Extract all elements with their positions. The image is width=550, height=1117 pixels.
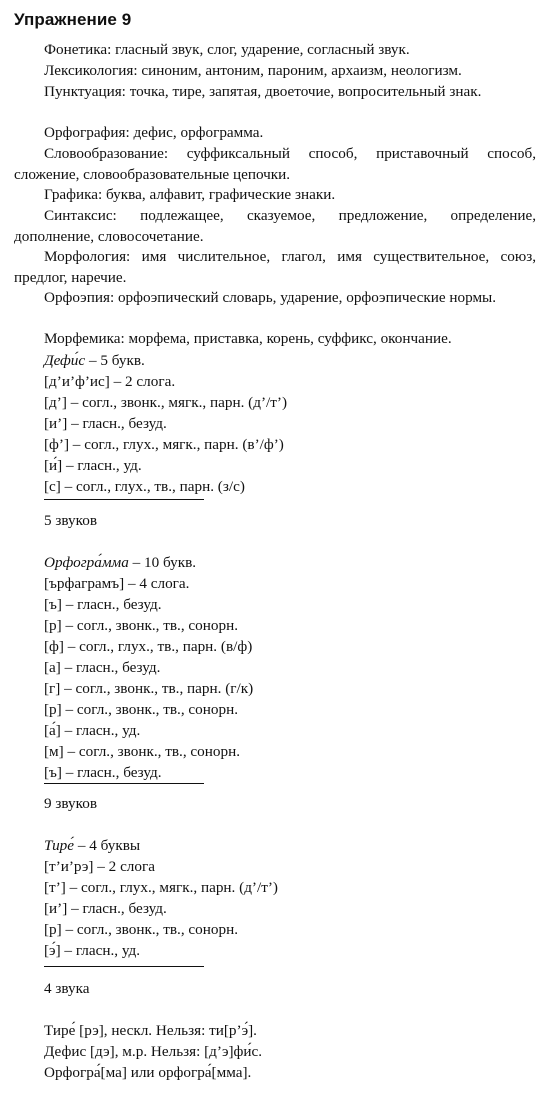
letter-count: – 4 буквы — [74, 837, 141, 854]
analysis-heading — [44, 350, 287, 371]
sound-line: [т’] – согл., глух., мягк., парн. (д’/т’) — [44, 879, 278, 896]
sound-line: [ф’] – согл., глух., мягк., парн. (в’/ф’) — [44, 436, 284, 453]
paragraph-phonetics: Фонетика: гласный звук, слог, ударение, согласный звук. — [44, 41, 410, 58]
sound-count: 9 звуков — [44, 795, 98, 812]
sound-line: [э́] – гласн., уд. — [44, 942, 141, 959]
sound-line: [р] – согл., звонк., тв., сонорн. — [44, 701, 238, 718]
exercise-title: Упражнение 9 — [14, 10, 132, 29]
sound-line: [ъ] – гласн., безуд. — [44, 764, 162, 781]
transcription-line: [т’и’рэ] – 2 слога — [44, 858, 155, 875]
sound-line: [ф] – согл., глух., тв., парн. (в/ф) — [44, 638, 253, 655]
paragraph-orthography: Орфография: дефис, орфограмма. — [44, 124, 264, 141]
analysis-tire — [44, 835, 278, 961]
sound-line: [и’] – гласн., безуд. — [44, 415, 167, 432]
note-line: Дефис [дэ], м.р. Нельзя: [д’э]фи́с. — [44, 1043, 263, 1060]
analysis-heading — [44, 835, 278, 856]
sound-count: 5 звуков — [44, 512, 98, 529]
sound-line: [и́] – гласн., уд. — [44, 457, 142, 474]
paragraph-lexicology: Лексикология: синоним, антоним, пароним, архаизм, неологизм. — [44, 62, 462, 79]
transcription-line: [д’и’ф’ис] – 2 слога. — [44, 373, 176, 390]
analysis-word: Орфогра́мма — [44, 554, 129, 571]
sound-line: [м] – согл., звонк., тв., сонорн. — [44, 743, 241, 760]
sound-line: [р] – согл., звонк., тв., сонорн. — [44, 617, 238, 634]
paragraph-morphology: Морфология: имя числительное, глагол, имя существительное, союз, предлог, наречие. — [14, 248, 536, 286]
transcription-line: [ърфаграмъ] – 4 слога. — [44, 575, 190, 592]
analysis-defis — [44, 350, 287, 497]
paragraph-word-formation: Словообразование: суффиксальный способ, приставочный способ, сложение, словообразовательные цепочки. — [14, 145, 536, 183]
divider-rule — [44, 499, 204, 500]
pronunciation-notes — [44, 1020, 262, 1083]
sound-line: [р] – согл., звонк., тв., сонорн. — [44, 921, 238, 938]
paragraph-syntax: Синтаксис: подлежащее, сказуемое, предложение, определение, дополнение, словосочетание. — [14, 207, 536, 245]
sound-line: [и’] – гласн., безуд. — [44, 900, 167, 917]
divider-rule — [44, 783, 204, 784]
analysis-heading — [44, 552, 253, 573]
letter-count: – 10 букв. — [128, 554, 197, 571]
letter-count: – 5 букв. — [85, 352, 145, 369]
sound-line: [а́] – гласн., уд. — [44, 722, 141, 739]
sound-line: [ъ] – гласн., безуд. — [44, 596, 162, 613]
analysis-word: Тире́ — [44, 837, 75, 854]
sound-count: 4 звука — [44, 980, 90, 997]
paragraph-morphemics: Морфемика: морфема, приставка, корень, суффикс, окончание. — [44, 330, 452, 347]
paragraph-punctuation: Пунктуация: точка, тире, запятая, двоеточие, вопросительный знак. — [44, 83, 482, 100]
paragraph-graphics: Графика: буква, алфавит, графические знаки. — [44, 186, 336, 203]
analysis-orfogramma — [44, 552, 253, 783]
sound-line: [с] – согл., глух., тв., парн. (з/с) — [44, 478, 245, 495]
paragraph-orthoepy: Орфоэпия: орфоэпический словарь, ударение, орфоэпические нормы. — [44, 289, 497, 306]
sound-line: [г] – согл., звонк., тв., парн. (г/к) — [44, 680, 254, 697]
sound-line: [а] – гласн., безуд. — [44, 659, 161, 676]
divider-rule — [44, 966, 204, 967]
note-line: Орфогра́[ма] или орфогра́[мма]. — [44, 1064, 252, 1081]
sound-line: [д’] – согл., звонк., мягк., парн. (д’/т’) — [44, 394, 287, 411]
analysis-word: Дефи́с — [44, 352, 86, 369]
note-line: Тире́ [рэ], нескл. Нельзя: ти[р’э́]. — [44, 1022, 257, 1039]
